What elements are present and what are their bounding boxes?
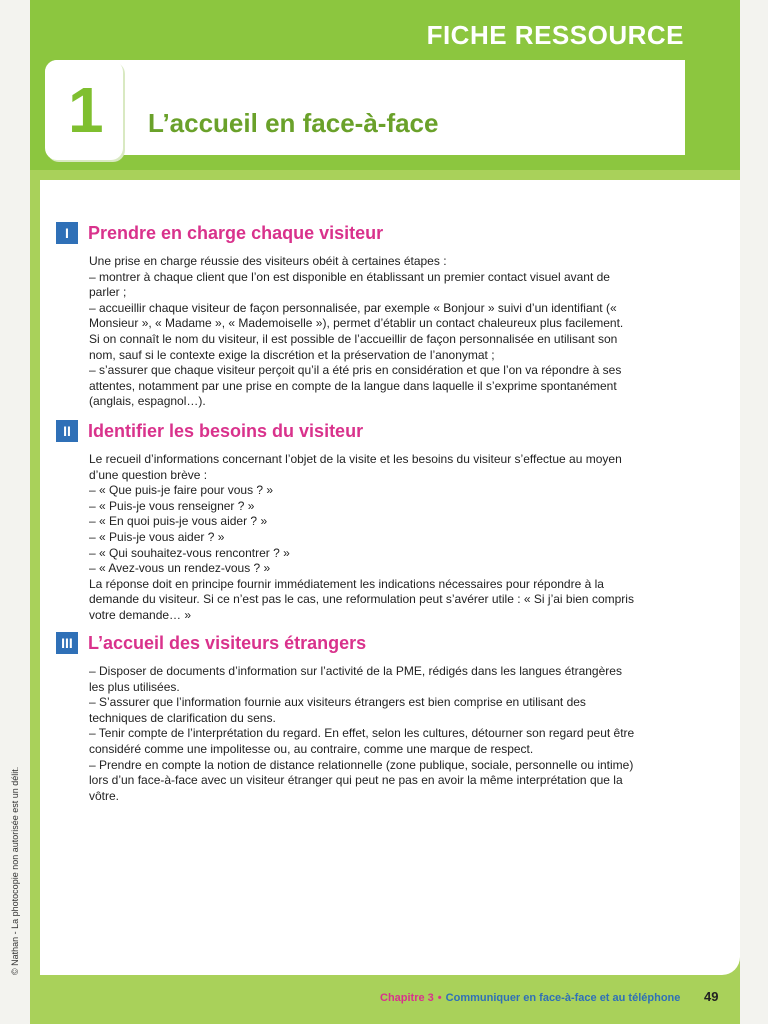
page-number: 49 (704, 989, 719, 1004)
section-3-title: L’accueil des visiteurs étrangers (88, 632, 367, 653)
section-3-line: – Prendre en compte la notion de distance relationnelle (zone publique, sociale, personnelle ou intime) lors d’un face-à-face avec un visiteur étranger qui peut ne pas en avoir la même interprétation que la vôtre. (89, 757, 634, 803)
copyright-notice: © Nathan - La photocopie non autorisée est un délit. (10, 766, 20, 975)
footer-chapter: Chapitre 3 (380, 992, 434, 1004)
section-3-line: – S’assurer que l’information fournie aux visiteurs étrangers est bien comprise en utilisant des techniques de clarification du sens. (89, 695, 586, 725)
section-2-title: Identifier les besoins du visiteur (88, 420, 364, 441)
section-2-line: – « Que puis-je faire pour vous ? » (89, 483, 274, 498)
footer-separator: • (437, 992, 442, 1004)
section-3 (56, 632, 636, 804)
section-1 (56, 222, 636, 410)
fiche-ressource-label: FICHE RESSOURCE (426, 20, 684, 50)
section-2-line: – « En quoi puis-je vous aider ? » (89, 514, 268, 529)
section-1-line: – s’assurer que chaque visiteur perçoit qu’il a été pris en considération et que l’on va répondre à ses attentes, notamment par une prise en compte de la langue dans laquelle il s’exprime spontanément (anglais, espagnol…). (89, 363, 622, 409)
section-3-line: – Tenir compte de l’interprétation du regard. En effet, selon les cultures, détourner son regard peut être considéré comme une impolitesse ou, au contraire, comme une marque de respect. (89, 726, 635, 756)
section-1-line: Une prise en charge réussie des visiteurs obéit à certaines étapes : (89, 254, 447, 268)
section-1-number: I (56, 222, 78, 244)
section-2-line: – « Puis-je vous aider ? » (89, 529, 225, 544)
section-2 (56, 420, 636, 624)
section-2-line: Le recueil d’informations concernant l’objet de la visite et les besoins du visiteur s’effectue au moyen d’une question brève : (89, 452, 622, 482)
footer-title: Communiquer en face-à-face et au téléphone (445, 992, 681, 1004)
section-1-line: – montrer à chaque client que l’on est disponible en établissant un premier contact visuel avant de parler ; (89, 269, 610, 300)
section-2-number: II (56, 420, 78, 442)
footer (380, 992, 680, 1004)
section-2-line: – « Qui souhaitez-vous rencontrer ? » (89, 545, 290, 560)
chapter-title: L’accueil en face-à-face (148, 108, 439, 138)
section-1-title: Prendre en charge chaque visiteur (88, 222, 384, 243)
section-2-line: – « Puis-je vous renseigner ? » (89, 498, 255, 513)
section-3-number: III (56, 632, 78, 654)
section-3-line: – Disposer de documents d’information sur l’activité de la PME, rédigés dans les langues étrangères les plus utilisées. (89, 664, 622, 694)
chapter-number: 1 (68, 74, 104, 146)
section-1-line: – accueillir chaque visiteur de façon personnalisée, par exemple « Bonjour » suivi d’un identifiant (« Monsieur », « Madame », « Mademoiselle »), permet d’établir un contact chaleureux plus facilement. Si on connaît le nom du visiteur, il est possible de l’accueillir de façon personnalisée en utilisant son nom, sauf si le contexte exige la discrétion et la préservation de l’anonymat ; (89, 300, 624, 362)
section-2-line: – « Avez-vous un rendez-vous ? » (89, 561, 271, 576)
section-2-line: La réponse doit en principe fournir immédiatement les indications nécessaires pour répondre à la demande du visiteur. Si ce n’est pas le cas, une reformulation peut s’avérer utile : « Si j’ai bien compris votre demande… » (89, 576, 634, 622)
